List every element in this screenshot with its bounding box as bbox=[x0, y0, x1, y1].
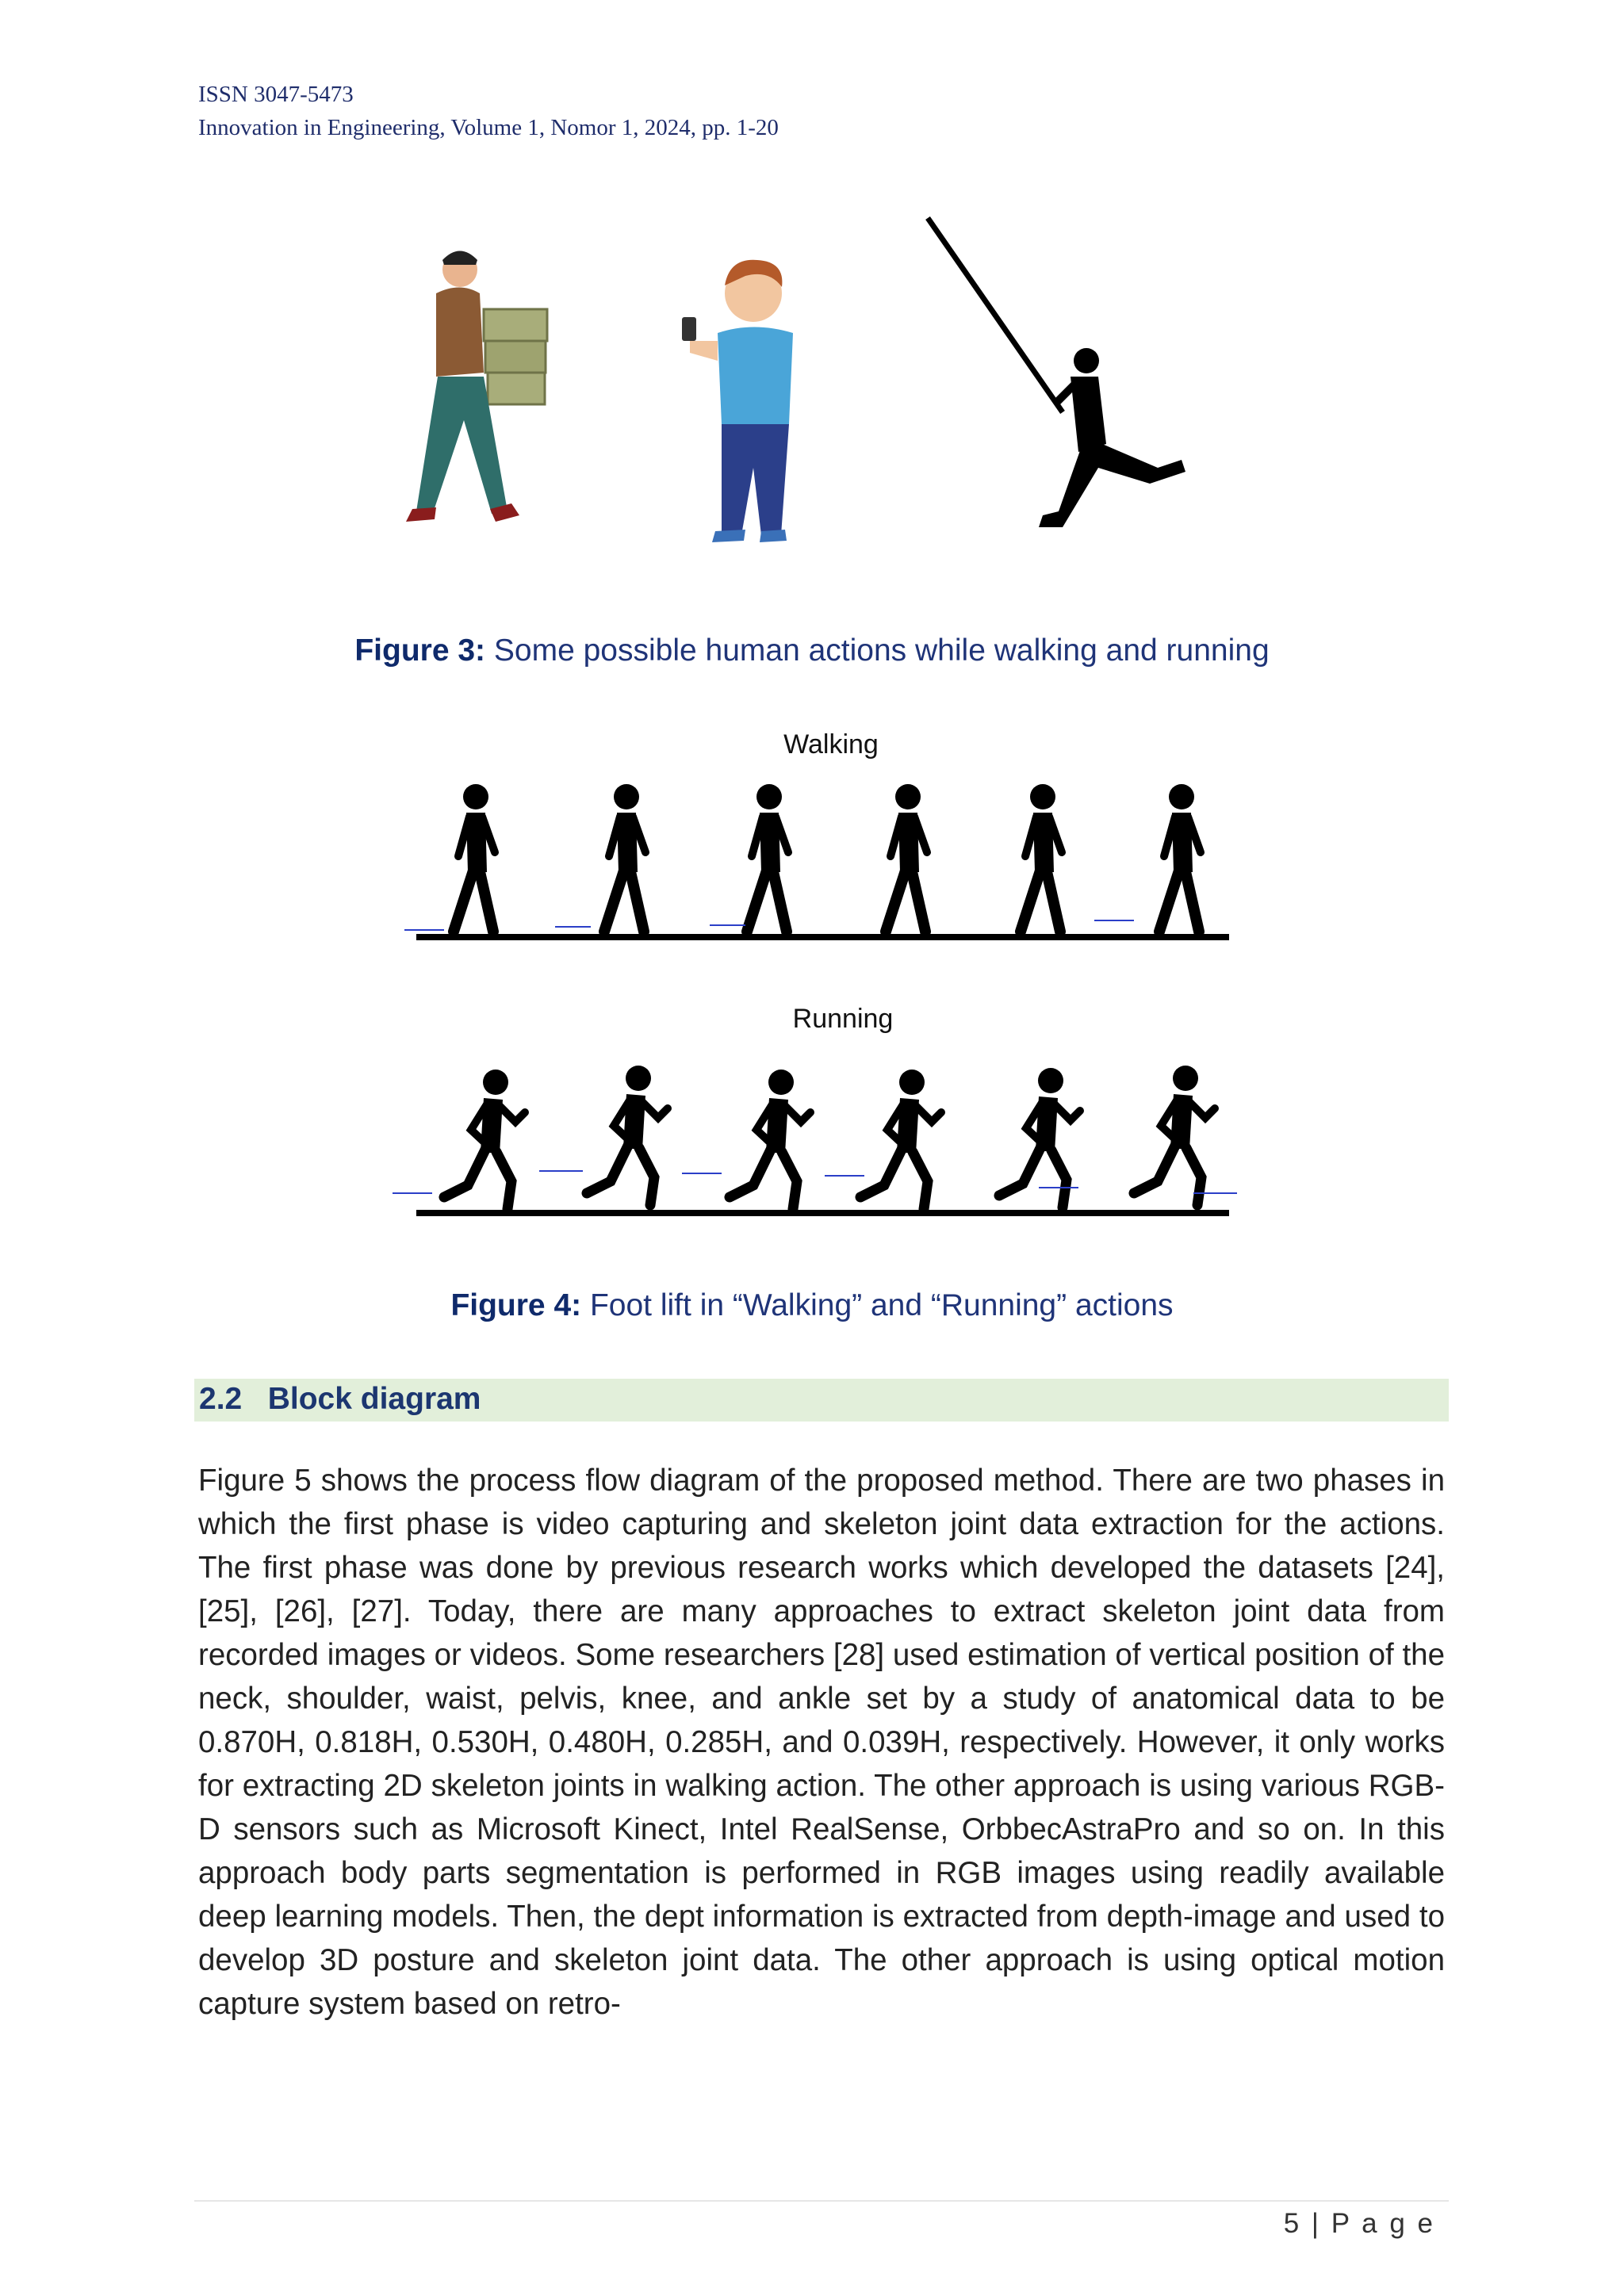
running-title: Running bbox=[792, 1004, 894, 1034]
section-title: Block diagram bbox=[267, 1382, 481, 1416]
page-number: 5 | P a g e bbox=[1283, 2208, 1435, 2239]
figure-3-caption-text: Some possible human actions while walking and running bbox=[493, 633, 1270, 668]
walker-frame-1 bbox=[454, 784, 495, 932]
runner-frame-3 bbox=[730, 1070, 810, 1209]
section-heading bbox=[194, 1379, 1449, 1422]
running-sequence bbox=[393, 1066, 1237, 1213]
man-carrying-boxes-figure bbox=[406, 251, 547, 522]
walker-frame-2 bbox=[604, 784, 645, 932]
section-number: 2.2 bbox=[199, 1382, 243, 1416]
figure-3-caption bbox=[0, 633, 1624, 668]
journal-citation: Innovation in Engineering, Volume 1, Nomor 1, 2024, pp. 1-20 bbox=[198, 115, 779, 140]
figure-4-label: Figure 4: bbox=[450, 1288, 582, 1322]
running-foot-lift-markers bbox=[393, 1171, 1237, 1193]
man-with-phone-figure bbox=[682, 260, 793, 542]
figure-3-label: Figure 3: bbox=[354, 633, 486, 668]
walker-frame-3 bbox=[747, 784, 788, 932]
walker-frame-4 bbox=[886, 784, 927, 932]
runner-frame-6 bbox=[1134, 1066, 1215, 1205]
walker-frame-6 bbox=[1159, 784, 1201, 932]
runner-frame-5 bbox=[999, 1068, 1080, 1207]
walking-title: Walking bbox=[783, 729, 879, 760]
walker-frame-5 bbox=[1021, 784, 1062, 932]
figure-4-gait-diagram bbox=[389, 718, 1261, 1233]
figure-4-caption bbox=[0, 1288, 1624, 1323]
figure-3-illustration bbox=[349, 214, 1221, 563]
runner-frame-2 bbox=[587, 1066, 668, 1205]
walking-sequence bbox=[404, 784, 1229, 937]
section-heading-text bbox=[199, 1382, 481, 1417]
footer-divider bbox=[194, 2200, 1449, 2202]
body-paragraph: Figure 5 shows the process flow diagram of the proposed method. There are two phases in which the first phase is video capturing and skeleton joint data extraction for the actions. The first phase was done by previous research works which developed the datasets [24], [25], [26], [27]. Today, there are many approaches to extract skeleton joint data from recorded images or videos. Some researchers [28] used estimation of vertical position of the neck, shoulder, waist, pelvis, knee, and ankle set by a study of anatomical data to be 0.870H, 0.818H, 0.530H, 0.480H, 0.285H, and 0.039H, respectively. However, it only works for extracting 2D skeleton joints in walking action. The other approach is using various RGB-D sensors such as Microsoft Kinect, Intel RealSense, OrbbecAstraPro and so on. In this approach body parts segmentation is performed in RGB images using readily available deep learning models. Then, the dept information is extracted from depth-image and used to develop 3D posture and skeleton joint data. The other approach is using optical motion capture system based on retro- bbox=[198, 1464, 1445, 2021]
running-header bbox=[198, 78, 779, 144]
runner-frame-4 bbox=[860, 1070, 941, 1209]
pole-vaulter-silhouette bbox=[928, 218, 1185, 527]
issn: ISSN 3047-5473 bbox=[198, 82, 354, 107]
figure-4-caption-text: Foot lift in “Walking” and “Running” actions bbox=[589, 1288, 1174, 1322]
runner-frame-1 bbox=[444, 1070, 525, 1209]
